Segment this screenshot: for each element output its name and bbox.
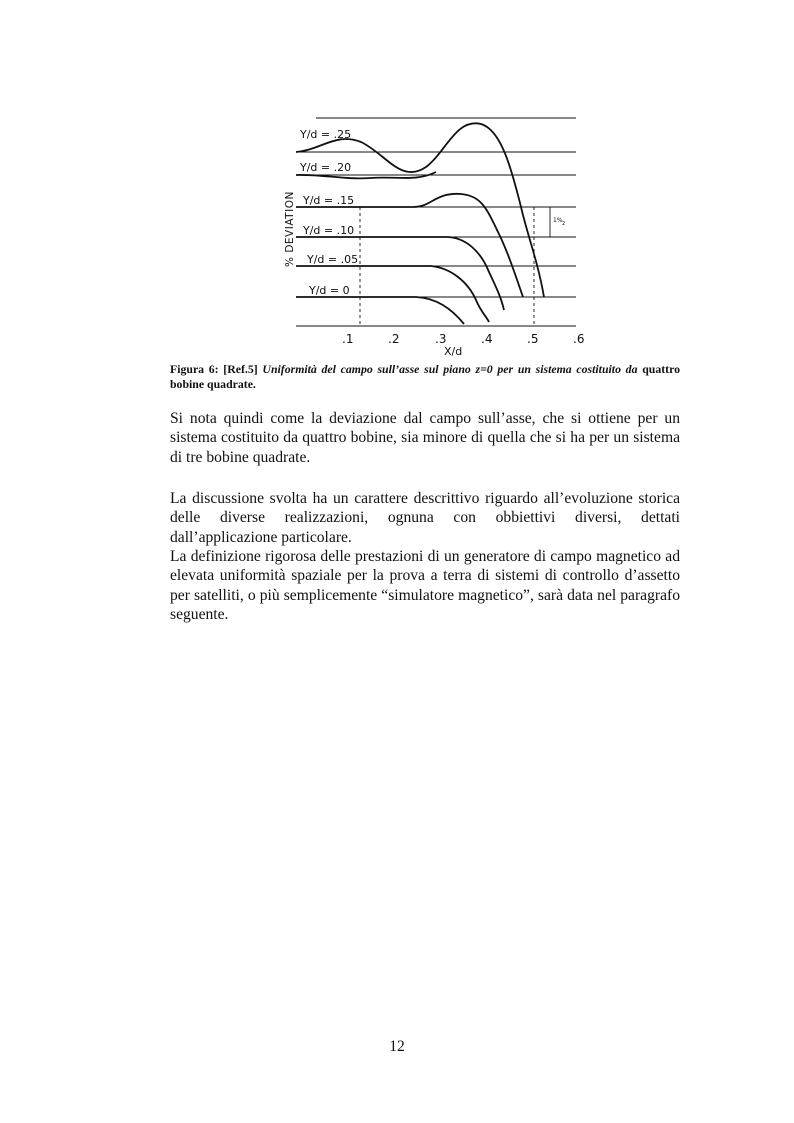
caption-tail: quattro bobine quadrate. [170, 362, 681, 391]
scale-annotation: 1% [553, 217, 563, 224]
x-tick-01: .1 [342, 332, 354, 346]
paragraph-definition: La definizione rigorosa delle prestazioni di un generatore di campo magnetico ad elevata uniformità spaziale per la prova a terra di sistemi di controllo d’assetto per satelliti, o più semplicemente “simulatore magnetico”, sarà data nel paragrafo seguente. [170, 548, 680, 624]
paragraph-discussion: La discussione svolta ha un carattere descrittivo riguardo all’evoluzione storica delle diverse realizzazioni, ognuna con obbiettivi diversi, dettati dall’applicazione particolare. [170, 490, 680, 546]
x-tick-03: .3 [435, 332, 447, 346]
x-tick-06: .6 [573, 332, 585, 346]
paragraph-comparison: Si nota quindi come la deviazione dal campo sull’asse, che si ottiene per un sistema costituito da quattro bobine, sia minore di quella che si ha per un sistema di tre bobine quadrate. [170, 410, 680, 466]
curve-label-020: Y/d = .20 [300, 161, 352, 174]
x-tick-05: .5 [527, 332, 539, 346]
curve-label-0: Y/d = 0 [309, 284, 350, 297]
curve-y0 [296, 297, 464, 324]
page-number: 12 [389, 1038, 405, 1055]
curve-y025 [296, 123, 544, 297]
scale-annotation-sub: 2 [562, 221, 566, 227]
caption-lead: Figura 6: [Ref.5] [170, 362, 258, 376]
x-tick-04: .4 [481, 332, 493, 346]
curve-label-015: Y/d = .15 [303, 194, 355, 207]
caption-body: Uniformità del campo sull’asse sul piano z=0 per un sistema costituito da [262, 362, 638, 376]
figure-uniformity-plot [276, 112, 596, 358]
curve-y010 [296, 237, 504, 310]
curve-label-025: Y/d = .25 [300, 128, 352, 141]
x-tick-02: .2 [388, 332, 400, 346]
curve-label-010: Y/d = .10 [303, 224, 355, 237]
curve-y015 [296, 194, 523, 297]
x-axis-label: X/d [444, 345, 463, 358]
deviation-plot [276, 112, 596, 358]
figure-caption [170, 362, 680, 392]
curve-label-005: Y/d = .05 [307, 253, 359, 266]
y-axis-label: % DEVIATION [284, 191, 296, 267]
